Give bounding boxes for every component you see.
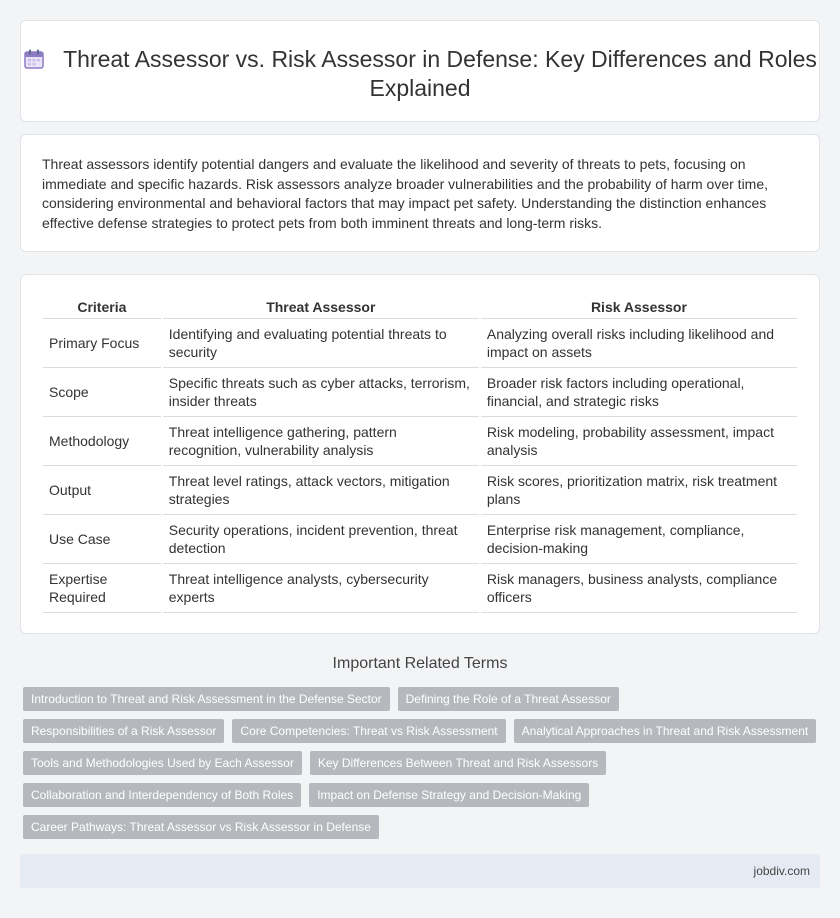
related-term-tag[interactable]: Core Competencies: Threat vs Risk Assessment	[232, 719, 505, 743]
criteria-cell: Expertise Required	[43, 564, 161, 613]
criteria-cell: Output	[43, 466, 161, 515]
risk-cell: Enterprise risk management, compliance, decision-making	[481, 515, 797, 564]
threat-cell: Threat level ratings, attack vectors, mitigation strategies	[163, 466, 479, 515]
header-risk-assessor: Risk Assessor	[481, 295, 797, 319]
threat-cell: Security operations, incident prevention, threat detection	[163, 515, 479, 564]
related-term-tag[interactable]: Introduction to Threat and Risk Assessment in the Defense Sector	[23, 687, 390, 711]
related-terms-heading: Important Related Terms	[332, 655, 508, 672]
footer-site-link[interactable]: jobdiv.com	[753, 864, 810, 878]
header-criteria: Criteria	[43, 295, 161, 319]
header-card	[20, 20, 820, 122]
related-term-tag[interactable]: Responsibilities of a Risk Assessor	[23, 719, 224, 743]
comparison-table-card	[20, 274, 820, 634]
criteria-cell: Methodology	[43, 417, 161, 466]
table-row	[43, 564, 797, 613]
risk-cell: Risk modeling, probability assessment, impact analysis	[481, 417, 797, 466]
table-row	[43, 466, 797, 515]
threat-cell: Threat intelligence gathering, pattern recognition, vulnerability analysis	[163, 417, 479, 466]
header-threat-assessor: Threat Assessor	[163, 295, 479, 319]
risk-cell: Analyzing overall risks including likelihood and impact on assets	[481, 319, 797, 368]
page-title: Threat Assessor vs. Risk Assessor in Defense: Key Differences and Roles Explained	[63, 46, 817, 101]
table-row	[43, 368, 797, 417]
criteria-cell: Use Case	[43, 515, 161, 564]
related-term-tag[interactable]: Career Pathways: Threat Assessor vs Risk Assessor in Defense	[23, 815, 379, 839]
risk-cell: Risk scores, prioritization matrix, risk treatment plans	[481, 466, 797, 515]
table-row	[43, 417, 797, 466]
intro-card	[20, 134, 820, 252]
page-title-wrap	[21, 45, 819, 103]
intro-paragraph: Threat assessors identify potential dangers and evaluate the likelihood and severity of threats to pets, focusing on immediate and specific hazards. Risk assessors analyze broader vulnerabilities and the probability of harm over time, considering environmental and behavioral factors that may impact pet safety. Understanding the distinction enhances effective defense strategies to protect pets from both imminent threats and long-term risks.	[42, 156, 769, 231]
threat-cell: Specific threats such as cyber attacks, terrorism, insider threats	[163, 368, 479, 417]
table-row	[43, 515, 797, 564]
calendar-icon	[23, 48, 45, 70]
risk-cell: Broader risk factors including operational, financial, and strategic risks	[481, 368, 797, 417]
related-term-tag[interactable]: Tools and Methodologies Used by Each Assessor	[23, 751, 302, 775]
risk-cell: Risk managers, business analysts, compliance officers	[481, 564, 797, 613]
threat-cell: Threat intelligence analysts, cybersecurity experts	[163, 564, 479, 613]
comparison-table	[41, 295, 799, 613]
related-term-tag[interactable]: Analytical Approaches in Threat and Risk Assessment	[514, 719, 817, 743]
criteria-cell: Scope	[43, 368, 161, 417]
threat-cell: Identifying and evaluating potential threats to security	[163, 319, 479, 368]
footer-bar	[20, 854, 820, 888]
related-term-tag[interactable]: Key Differences Between Threat and Risk Assessors	[310, 751, 606, 775]
related-term-tag[interactable]: Impact on Defense Strategy and Decision-Making	[309, 783, 589, 807]
related-terms-list	[23, 687, 823, 847]
table-row	[43, 319, 797, 368]
table-header-row	[43, 295, 797, 319]
criteria-cell: Primary Focus	[43, 319, 161, 368]
related-term-tag[interactable]: Collaboration and Interdependency of Both Roles	[23, 783, 301, 807]
related-term-tag[interactable]: Defining the Role of a Threat Assessor	[398, 687, 619, 711]
